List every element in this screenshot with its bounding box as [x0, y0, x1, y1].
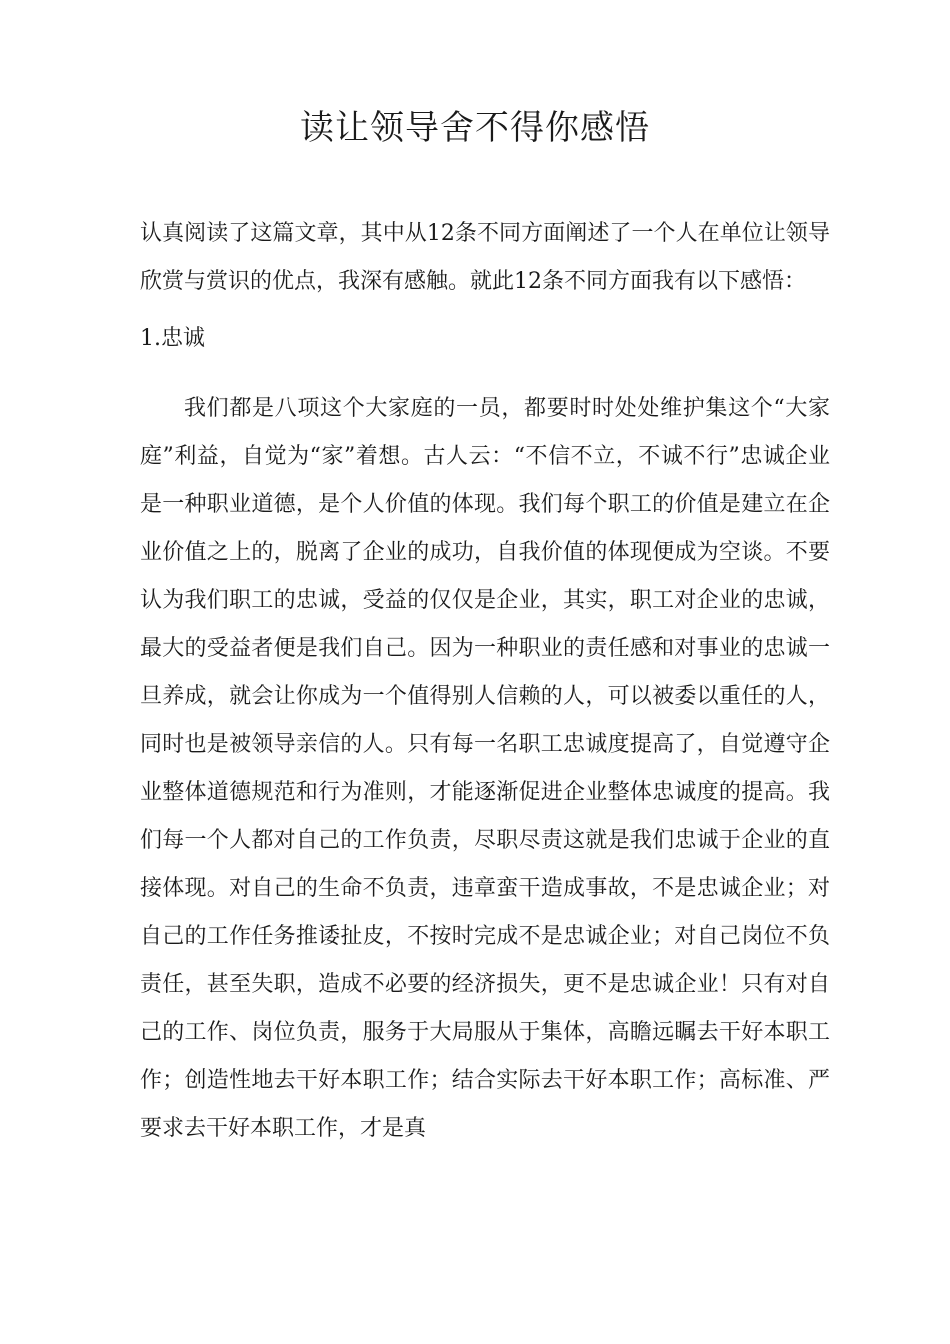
intro-paragraph: 认真阅读了这篇文章，其中从12条不同方面阐述了一个人在单位让领导欣赏与赏识的优点，我深有感触。就此12条不同方面我有以下感悟：	[140, 221, 830, 294]
section-heading: 1.忠诚	[140, 326, 205, 351]
body-paragraph: 我们都是八项这个大家庭的一员，都要时时处处维护集这个“大家庭”利益，自觉为“家”着想。古人云：“不信不立，不诚不行”忠诚企业是一种职业道德，是个人价值的体现。我们每个职工的价值是建立在企业价值之上的，脱离了企业的成功，自我价值的体现便成为空谈。不要认为我们职工的忠诚，受益的仅仅是企业，其实，职工对企业的忠诚，最大的受益者便是我们自己。因为一种职业的责任感和对事业的忠诚一旦养成，就会让你成为一个值得别人信赖的人，可以被委以重任的人，同时也是被领导亲信的人。只有每一名职工忠诚度提高了，自觉遵守企业整体道德规范和行为准则，才能逐渐促进企业整体忠诚度的提高。我们每一个人都对自己的工作负责，尽职尽责这就是我们忠诚于企业的直接体现。对自己的生命不负责，违章蛮干造成事故，不是忠诚企业；对自己的工作任务推诿扯皮，不按时完成不是忠诚企业；对自己岗位不负责任，甚至失职，造成不必要的经济损失，更不是忠诚企业！只有对自己的工作、岗位负责，服务于大局服从于集体，高瞻远瞩去干好本职工作；创造性地去干好本职工作；结合实际去干好本职工作；高标准、严要求去干好本职工作，才是真	[140, 396, 830, 1141]
document-title: 读让领导舍不得你感悟	[300, 108, 650, 148]
